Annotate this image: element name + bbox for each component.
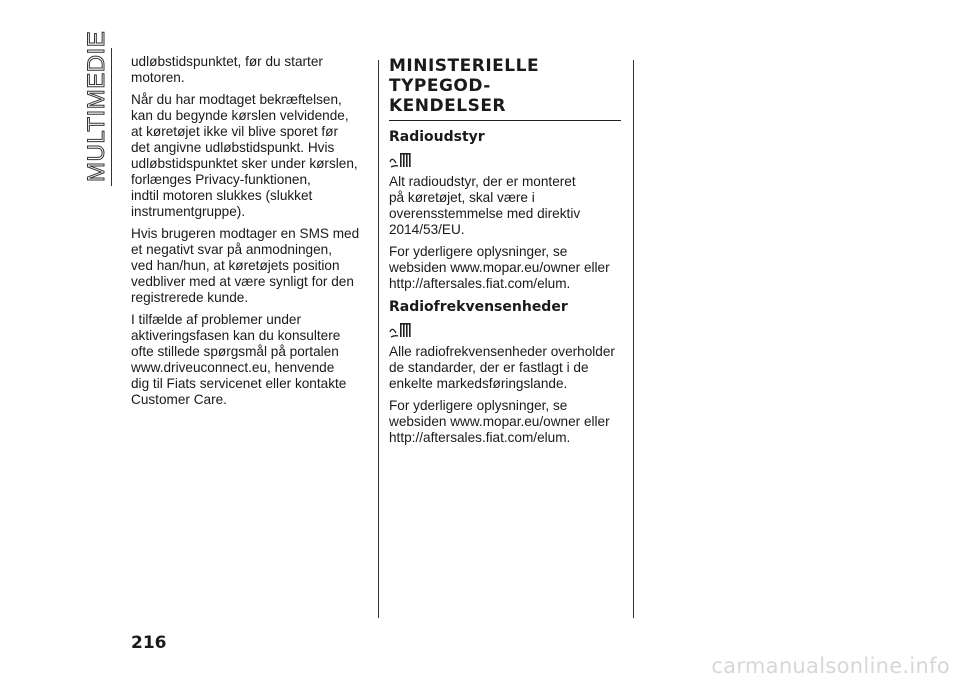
radio-equipment-icon — [389, 320, 413, 340]
left-column — [131, 54, 361, 414]
paragraph-radio-more-info: For yderligere oplysninger, se websiden www.mopar.eu/owner eller http://aftersales.fiat.com/elum. — [389, 244, 610, 291]
column-divider-right — [633, 60, 634, 618]
column-divider-left — [378, 60, 379, 618]
paragraph-frequency-standards: Alle radiofrekvensenheder overholder de standarder, der er fastlagt i de enkelte markedsføringslande. — [389, 344, 615, 391]
paragraph-expiry-start: udløbstidspunktet, før du starter motoren. — [131, 54, 323, 85]
heading-radio-equipment: Radioudstyr — [389, 129, 485, 145]
paragraph-radio-directive: Alt radioudstyr, der er monteret på køretøjet, skal være i overensstemmelse med direktiv 2014/53/EU. — [389, 174, 581, 237]
paragraph-problems-support: I tilfælde af problemer under aktiveringsfasen kan du konsultere ofte stillede spørgsmål på portalen www.driveuconnect.eu, henvende dig til Fiats servicenet eller kontakte Customer Care. — [131, 312, 347, 407]
paragraph-sms-negative: Hvis brugeren modtager en SMS med et negativt svar på anmodningen, ved han/hun, at køretøjets position vedbliver med at være synligt for den registrerede kunde. — [131, 226, 360, 305]
paragraph-frequency-more-info: For yderligere oplysninger, se websiden www.mopar.eu/owner eller http://aftersales.fiat.com/elum. — [389, 398, 610, 445]
side-divider — [111, 48, 112, 186]
right-column — [389, 56, 625, 452]
page-number: 216 — [131, 633, 167, 653]
heading-type-approvals: MINISTERIELLE TYPEGOD- KENDELSER — [389, 56, 621, 121]
watermark: carmanualsonline.info — [711, 654, 950, 678]
heading-radio-frequency-devices: Radiofrekvensenheder — [389, 299, 568, 315]
paragraph-confirmation: Når du har modtaget bekræftelsen, kan du begynde kørslen velvidende, at køretøjet ikke vil blive sporet før det angivne udløbstidspunkt. Hvis udløbstidspunktet sker under kørslen, forlænges Privacy-funktionen, indtil motoren slukkes (slukket instrumentgruppe). — [131, 92, 358, 219]
radio-equipment-icon — [389, 150, 413, 170]
section-side-title: MULTIMEDIE — [83, 30, 110, 182]
